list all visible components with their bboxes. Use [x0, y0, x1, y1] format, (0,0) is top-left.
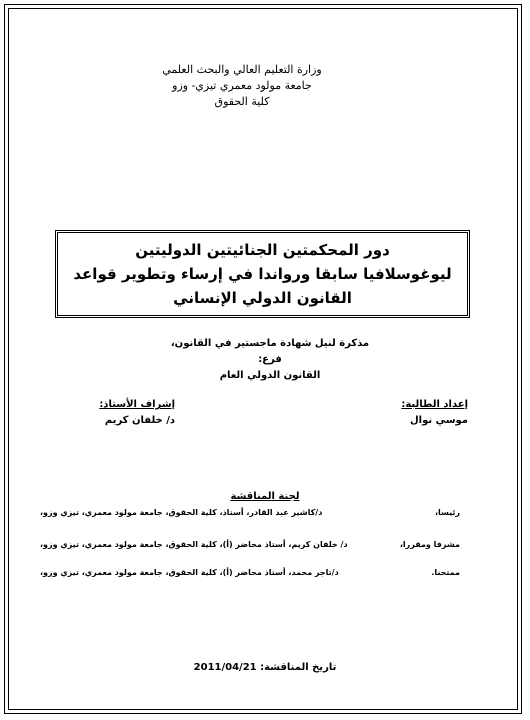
- jury-member-text: د/كاشير عبد القادر، أستاذ، كلية الحقوق، جامعة مولود معمري، تيزي وزو،: [40, 508, 323, 517]
- thesis-degree: [160, 336, 380, 384]
- institution-header: [122, 62, 362, 110]
- jury-member-row: [40, 507, 460, 519]
- thesis-title: [73, 238, 451, 310]
- supervisor-name: د/ خلفان كريم: [104, 415, 175, 426]
- faculty-name: كلية الحقوق: [214, 95, 270, 108]
- title-line-3: القانون الدولي الإنساني: [173, 289, 352, 307]
- supervisor-label: إشراف الأستاذ:: [99, 399, 175, 410]
- jury-member-text: د/ خلفان كريم، أستاذ محاضر (أ)، كلية الحقوق، جامعة مولود معمري، تيزي وزو،: [40, 540, 348, 549]
- student-block: [401, 397, 468, 429]
- degree-line-2: القانون الدولي العام: [219, 370, 321, 381]
- supervisor-block: [99, 397, 175, 429]
- jury-member-row: [40, 567, 460, 579]
- defense-date: [0, 662, 530, 673]
- jury-member-row: [40, 539, 460, 551]
- jury-member-role: رئيسا،: [434, 508, 460, 517]
- defense-date-value: 2011/04/21: [193, 662, 257, 673]
- university-name: جامعة مولود معمري تيزي- وزو: [172, 79, 312, 92]
- title-line-2: ليوغوسلافيا سابقا ورواندا في إرساء وتطوير قواعد: [73, 265, 452, 283]
- student-label: إعداد الطالبة:: [401, 399, 468, 410]
- jury-title: لجنة المناقشة: [230, 491, 300, 502]
- defense-date-label: تاريخ المناقشة:: [260, 662, 337, 673]
- jury-member-text: د/تاجر محمد، أستاذ محاضر (أ)، كلية الحقوق، جامعة مولود معمري، تيزي وزو،: [40, 568, 339, 577]
- title-line-1: دور المحكمتين الجنائيتين الدوليتين: [135, 241, 390, 259]
- ministry-name: وزارة التعليم العالي والبحث العلمي: [162, 63, 322, 76]
- jury-member-role: ممتحنا.: [431, 568, 460, 577]
- jury-member-role: مشرفا ومقررا،: [399, 540, 460, 549]
- student-name: موسي نوال: [409, 415, 468, 426]
- degree-line-1: مذكرة لنيل شهادة ماجستير في القانون، فرع:: [170, 338, 370, 365]
- thesis-title-box: [55, 230, 470, 318]
